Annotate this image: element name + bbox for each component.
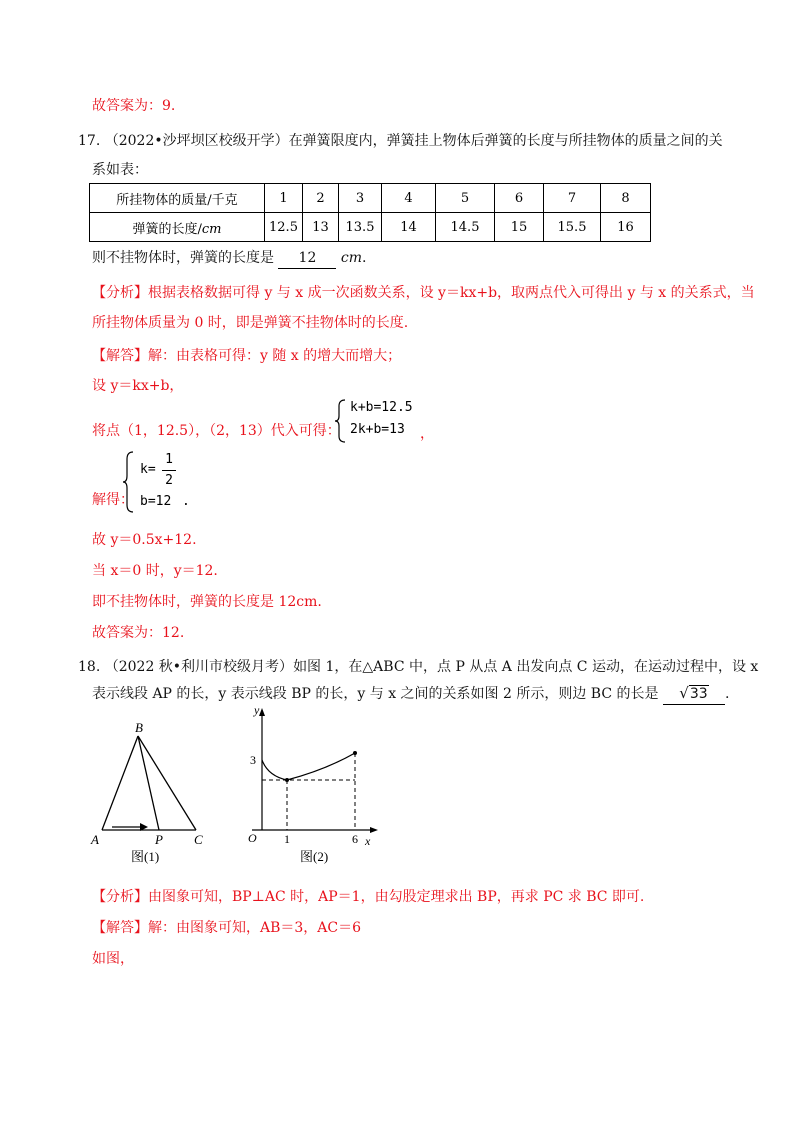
table-cell: 14: [382, 213, 436, 242]
label-P: P: [155, 832, 163, 847]
table-cell: 15: [495, 213, 544, 242]
system2-k: k=: [140, 462, 156, 477]
tick-6: 6: [352, 832, 358, 846]
q18-solution-line2: 如图，: [92, 951, 134, 967]
label-A: A: [91, 832, 99, 847]
table-row: [90, 213, 651, 242]
q17-stem2: 系如表：: [92, 162, 148, 178]
solution-tag: 【解答】: [92, 920, 148, 936]
q17-analysis-line1: 【分析】根据表格数据可得 y 与 x 成一次函数关系，设 y＝kx+b，取两点代入可得出 y 与 x 的关系式，当: [92, 285, 755, 301]
table-cell: 12.5: [265, 213, 303, 242]
analysis-tag: 【分析】: [92, 285, 148, 301]
figure-1-triangle: [88, 718, 218, 868]
figure-1-caption: 图(1): [131, 849, 160, 864]
q17-source: （2022•沙坪坝区校级开学）: [104, 133, 289, 149]
table-cell: 13: [303, 213, 339, 242]
q18-analysis: 【分析】由图象可知，BP⊥AC 时，AP＝1，由勾股定理求出 BP，再求 PC 求 BC 即可.: [92, 889, 645, 905]
axis-x-label: x: [365, 834, 371, 848]
table-cell: 14.5: [436, 213, 495, 242]
label-C: C: [194, 832, 203, 847]
q18-solution-line1: 【解答】解：由图象可知，AB＝3，AC＝6: [92, 920, 362, 936]
q17-solution-line5: 故 y＝0.5x+12.: [92, 532, 197, 548]
system1-eq1: k+b=12.5: [350, 400, 413, 415]
left-brace: [122, 450, 138, 514]
table-row: [90, 184, 651, 213]
q18-stem-line2: 表示线段 AP 的长，y 表示线段 BP 的长，y 与 x 之间的关系如图 2 所示，则边 BC 的长是 √33 .: [92, 683, 729, 705]
q17-question: 则不挂物体时，弹簧的长度是 12 cm.: [92, 248, 366, 269]
q18-source: （2022 秋•利川市校级月考）: [104, 659, 294, 675]
q17-stem-line1: [78, 131, 723, 151]
q17-solution-line4: 解得：: [92, 492, 134, 508]
table-cell: 7: [544, 184, 601, 213]
p16-final-answer: 故答案为：9.: [92, 98, 176, 114]
q17-stem1: 在弹簧限度内，弹簧挂上物体后弹簧的长度与所挂物体的质量之间的关: [288, 133, 723, 149]
q17-solution-line7: 即不挂物体时，弹簧的长度是 12cm.: [92, 594, 322, 610]
q17-solution-line1: 【解答】解：由表格可得：y 随 x 的增大而增大；: [92, 348, 402, 364]
q17-solution-line3: 将点（1，12.5），（2，13）代入可得：: [92, 423, 341, 439]
q17-final-answer: 故答案为：12.: [92, 625, 185, 641]
table-header-mass: 所挂物体的质量/千克: [90, 184, 265, 213]
q18-number: 18.: [78, 659, 101, 675]
system1-end: ，: [420, 426, 434, 442]
figure-2-caption: 图(2): [300, 849, 329, 864]
analysis-tag: 【分析】: [92, 889, 148, 905]
q18-stem-line1: 18. （2022 秋•利川市校级月考）如图 1，在△ABC 中，点 P 从点 A 出发向点 C 运动，在运动过程中，设 x: [78, 659, 759, 675]
q17-number: 17.: [78, 133, 101, 149]
system2-b: b=12: [140, 494, 172, 509]
sqrt-icon: √: [679, 684, 689, 702]
table-cell: 4: [382, 184, 436, 213]
axis-y-label: y: [254, 703, 260, 717]
table-cell: 2: [303, 184, 339, 213]
table-cell: 3: [339, 184, 382, 213]
table-cell: 15.5: [544, 213, 601, 242]
table-cell: 5: [436, 184, 495, 213]
origin-label: O: [248, 831, 257, 845]
table-cell: 16: [601, 213, 651, 242]
label-B: B: [135, 720, 143, 735]
q17-analysis-line2: 所挂物体质量为 0 时，即是弹簧不挂物体时的长度.: [92, 315, 409, 331]
q17-solution-line6: 当 x＝0 时，y＝12.: [92, 563, 218, 579]
table-cell: 6: [495, 184, 544, 213]
figure-2-graph: [240, 700, 385, 868]
table-cell: 8: [601, 184, 651, 213]
table-header-length: 弹簧的长度/cm: [90, 213, 265, 242]
fraction-numerator: 1: [165, 452, 173, 467]
q17-answer-blank: 12: [278, 248, 336, 269]
fraction-denominator: 2: [165, 473, 173, 488]
system1-eq2: 2k+b=13: [350, 422, 405, 437]
q17-solution-line2: 设 y＝kx+b，: [92, 378, 184, 394]
q18-answer-blank: √33: [663, 683, 725, 705]
solution-tag: 【解答】: [92, 348, 148, 364]
system2-end: .: [182, 494, 190, 509]
table-cell: 1: [265, 184, 303, 213]
left-brace: [334, 398, 350, 444]
q17-data-table: [89, 183, 651, 242]
tick-1: 1: [284, 832, 290, 846]
tick-3: 3: [250, 753, 256, 767]
table-cell: 13.5: [339, 213, 382, 242]
fraction-bar: [162, 470, 176, 471]
